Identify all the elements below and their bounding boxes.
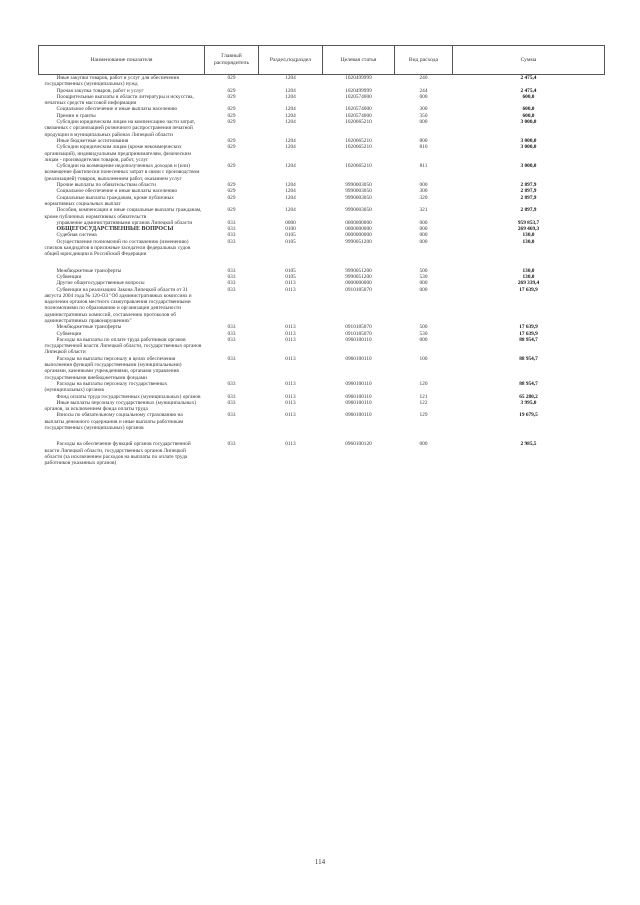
table-body: [39, 75, 605, 467]
cell-admin: 029: [227, 106, 236, 113]
cell-target: 1020499999: [345, 87, 372, 94]
cell-sum: 2 897,9: [520, 194, 537, 201]
cell-kind: 244: [419, 87, 428, 94]
cell-sum: 2 475,4: [520, 87, 537, 94]
page-number: 114: [314, 858, 326, 866]
table-row: [39, 195, 605, 208]
table-row: [39, 75, 605, 88]
spacer-row: [39, 431, 605, 441]
cell-kind: 000: [419, 441, 428, 448]
cell-sum: 2 897,9: [520, 207, 537, 214]
cell-section: 0113: [285, 286, 296, 293]
cell-admin: 029: [227, 207, 236, 214]
table-row: [39, 356, 605, 381]
cell-sum: 17 639,9: [519, 330, 538, 337]
cell-name: Иные закупки товаров, работ и услуг для обеспечения государственных (муниципальных) нужд: [44, 75, 179, 88]
cell-section: 0000: [285, 219, 296, 226]
cell-name: ОБЩЕГОСУДАРСТВЕННЫЕ ВОПРОСЫ: [56, 226, 174, 233]
cell-name: Социальное обеспечение и иные выплаты населению: [56, 188, 178, 195]
cell-admin: 033: [227, 238, 236, 245]
cell-kind: 320: [419, 194, 428, 201]
cell-admin: 029: [227, 137, 236, 144]
cell-name: Социальное обеспечение и иные выплаты населению: [56, 106, 178, 113]
table-row: [39, 144, 605, 163]
table-row: [39, 207, 605, 220]
cell-kind: 350: [419, 112, 428, 119]
cell-target: 1020665210: [345, 144, 372, 151]
cell-section: 1204: [285, 119, 296, 126]
cell-sum: 600,0: [522, 112, 535, 119]
cell-section: 0113: [285, 441, 296, 448]
cell-section: 1204: [285, 112, 296, 119]
cell-target: 9990003050: [345, 182, 372, 189]
cell-sum: 3 000,0: [520, 144, 537, 151]
cell-section: 0105: [285, 267, 296, 274]
cell-section: 1204: [285, 188, 296, 195]
cell-name: Расходы на выплаты по оплате труда работников органов государственной власти Липецкой области, государственных органов Липецкой области: [44, 336, 202, 356]
cell-section: 1204: [285, 144, 296, 151]
cell-section: 1204: [285, 93, 296, 100]
cell-section: 0105: [285, 273, 296, 280]
cell-section: 1204: [285, 207, 296, 214]
cell-target: 0000000000: [345, 280, 372, 287]
cell-admin: 029: [227, 112, 236, 119]
cell-kind: 300: [419, 106, 428, 113]
cell-sum: 88 954,7: [519, 380, 538, 387]
cell-admin: 029: [227, 144, 236, 151]
cell-target: 0960100120: [345, 441, 372, 448]
cell-kind: 129: [419, 412, 428, 419]
cell-sum: 2 897,9: [520, 182, 537, 189]
cell-admin: 033: [227, 324, 236, 331]
cell-target: 1020499999: [345, 75, 372, 81]
cell-name: Судебная система: [56, 232, 97, 239]
cell-admin: 033: [227, 226, 236, 233]
cell-section: 1204: [285, 163, 296, 170]
cell-kind: 100: [419, 355, 428, 362]
cell-kind: 000: [419, 182, 428, 189]
cell-sum: 3 000,0: [520, 137, 537, 144]
table-row: [39, 287, 605, 325]
cell-target: 0910185070: [345, 324, 372, 331]
cell-name: Прочая закупка товаров, работ и услуг: [56, 87, 144, 94]
cell-target: 0960100110: [345, 399, 372, 406]
cell-name: Пособия, компенсации и иные социальные выплаты гражданам, кроме публичных нормативных обязательств: [44, 207, 202, 220]
cell-admin: 029: [227, 182, 236, 189]
cell-name: Расходы на обеспечение функций органов государственной власти Липецкой области, государственных органов Липецкой области (за исключением расходов на выплаты по оплате труда работников указанных органов): [44, 441, 191, 467]
cell-kind: 000: [419, 336, 428, 343]
cell-target: 0960100110: [345, 412, 372, 419]
cell-sum: 3 000,0: [520, 119, 537, 126]
cell-admin: 029: [227, 194, 236, 201]
cell-admin: 033: [227, 330, 236, 337]
cell-admin: 033: [227, 286, 236, 293]
cell-admin: 029: [227, 87, 236, 94]
cell-name: управление административными органов Липецкой области: [56, 219, 193, 226]
cell-admin: 033: [227, 412, 236, 419]
cell-kind: 000: [419, 226, 428, 233]
cell-target: 1020665210: [345, 163, 372, 170]
cell-name: Взносы по обязательному социальному страхованию на выплаты денежного содержания и иные выплаты работникам государственных (муниципальных) органов: [44, 412, 184, 432]
cell-name: Субсидии юридическим лицам (кроме некоммерческих организаций), индивидуальным предпринимателям, физическим лицам - производителям товаров, работ, услуг: [44, 144, 191, 163]
cell-sum: 130,0: [522, 232, 535, 239]
cell-target: 9990051200: [345, 238, 372, 245]
cell-name: Премии и гранты: [56, 112, 96, 119]
cell-target: 0960100110: [345, 355, 372, 362]
cell-admin: 033: [227, 273, 236, 280]
cell-name: Субсидии на возмещение недополученных доходов и (или) возмещение фактически понесенных затрат в связи с производством (реализацией) товаров, выполнением работ, оказанием услуг: [44, 163, 200, 182]
cell-name: Другие общегосударственные вопросы: [56, 280, 145, 287]
cell-sum: 959 853,7: [517, 219, 540, 226]
cell-section: 0113: [285, 380, 296, 387]
cell-kind: 000: [419, 280, 428, 287]
cell-kind: 000: [419, 93, 428, 100]
cell-target: 9990003050: [345, 207, 372, 214]
cell-kind: 122: [419, 399, 428, 406]
cell-admin: 033: [227, 399, 236, 406]
cell-target: 9990051200: [345, 273, 372, 280]
cell-kind: 811: [419, 163, 428, 170]
cell-section: 1204: [285, 75, 296, 81]
cell-kind: 121: [419, 393, 428, 400]
cell-sum: 88 954,7: [519, 336, 538, 343]
cell-sum: 269 339,4: [517, 280, 540, 287]
cell-kind: 000: [419, 219, 428, 226]
cell-kind: 810: [419, 144, 428, 151]
cell-name: Субвенции на реализацию Закона Липецкой области от 31 августа 2004 года № 120-ОЗ "Об административных комиссиях и наделении органов местного самоуправления государственными полномочиями по образованию и организации деятельности административных комиссий, составлению протоколов об административных правонарушениях": [44, 286, 192, 324]
cell-sum: 19 679,5: [519, 412, 538, 419]
cell-name: Иные выплаты персоналу государственных (муниципальных) органов, за исключением фонда оплаты труда: [44, 399, 197, 413]
cell-target: 1020665210: [345, 119, 372, 126]
header-target: Целевая статья: [323, 46, 395, 75]
table-row: [39, 412, 605, 431]
cell-admin: 033: [227, 232, 236, 239]
cell-section: 0113: [285, 336, 296, 343]
cell-name: Прочие выплаты по обязательствам области: [56, 182, 156, 189]
cell-kind: 500: [419, 324, 428, 331]
budget-table: [38, 45, 605, 467]
cell-section: 0105: [285, 238, 296, 245]
cell-section: 1204: [285, 87, 296, 94]
cell-admin: 033: [227, 219, 236, 226]
cell-admin: 029: [227, 75, 236, 81]
cell-target: 0910185070: [345, 286, 372, 293]
cell-kind: 321: [419, 207, 428, 214]
cell-kind: 530: [419, 273, 428, 280]
cell-admin: 029: [227, 188, 236, 195]
cell-section: 0105: [285, 232, 296, 239]
cell-section: 1204: [285, 194, 296, 201]
table-row: [39, 337, 605, 356]
table-row: [39, 163, 605, 182]
cell-admin: 033: [227, 441, 236, 448]
cell-target: 1020574000: [345, 93, 372, 100]
cell-admin: 033: [227, 393, 236, 400]
cell-admin: 033: [227, 336, 236, 343]
cell-section: 0113: [285, 324, 296, 331]
cell-kind: 240: [419, 75, 428, 81]
cell-section: 0113: [285, 330, 296, 337]
cell-name: Субвенции: [56, 273, 82, 280]
cell-sum: 130,0: [522, 267, 535, 274]
cell-kind: 000: [419, 238, 428, 245]
cell-sum: 65 280,2: [519, 393, 538, 400]
table-row: [39, 400, 605, 413]
spacer-row: [39, 258, 605, 268]
cell-section: 0113: [285, 399, 296, 406]
cell-name: Фонд оплаты труда государственных (муниципальных) органов: [56, 393, 201, 400]
cell-kind: 000: [419, 232, 428, 239]
cell-sum: 2 475,4: [520, 75, 537, 81]
header-section: Раздел,подраздел: [259, 46, 323, 75]
cell-sum: 130,0: [522, 273, 535, 280]
cell-section: 1204: [285, 106, 296, 113]
table-row: [39, 381, 605, 394]
cell-name: Субсидии юридическим лицам на компенсацию части затрат, связанных с организацией розничного распространения печатной продукции в муниципальных районах Липецкой области: [44, 119, 196, 138]
cell-target: 1020665210: [345, 137, 372, 144]
cell-target: 1020574000: [345, 106, 372, 113]
cell-name: Расходы на выплаты персоналу в целях обеспечения выполнения функций государственными (муниципальными) органами, казенными учреждениями, органами управления государственными внебюджетными фондами: [44, 355, 182, 381]
cell-admin: 033: [227, 267, 236, 274]
cell-section: 0100: [285, 226, 296, 233]
cell-target: 9990003050: [345, 188, 372, 195]
cell-target: 0910185070: [345, 330, 372, 337]
cell-section: 0113: [285, 393, 296, 400]
cell-sum: 88 954,7: [519, 355, 538, 362]
cell-kind: 500: [419, 267, 428, 274]
table-row: [39, 119, 605, 138]
cell-name: Иные бюджетные ассигнования: [56, 137, 129, 144]
cell-sum: 600,0: [522, 93, 535, 100]
cell-kind: 000: [419, 286, 428, 293]
cell-admin: 029: [227, 93, 236, 100]
cell-admin: 029: [227, 163, 236, 170]
cell-section: 1204: [285, 182, 296, 189]
cell-target: 9990051200: [345, 267, 372, 274]
cell-target: 9990003050: [345, 194, 372, 201]
header-name: Наименование показателя: [39, 46, 205, 75]
cell-sum: 17 639,9: [519, 286, 538, 293]
table-row: [39, 94, 605, 107]
header-kind: Вид расхода: [395, 46, 453, 75]
cell-admin: 033: [227, 380, 236, 387]
cell-admin: 029: [227, 119, 236, 126]
cell-admin: 033: [227, 280, 236, 287]
cell-section: 0113: [285, 355, 296, 362]
cell-sum: 2 897,9: [520, 188, 537, 195]
cell-name: Осуществление полномочий по составлению (изменению) списков кандидатов в присяжные заседатели федеральных судов общей юрисдикции в Российской Федерации: [44, 238, 191, 258]
cell-name: Поощрительные выплаты в области литературы и искусства, печатных средств массовой информации: [44, 93, 194, 107]
cell-section: 0113: [285, 280, 296, 287]
header-sum: Сумма: [453, 46, 605, 75]
cell-sum: 3 995,0: [520, 399, 537, 406]
cell-name: Социальные выплаты гражданам, кроме публичных нормативных социальных выплат: [44, 194, 174, 207]
cell-kind: 530: [419, 330, 428, 337]
cell-section: 0113: [285, 412, 296, 419]
cell-target: 0000000000: [345, 226, 372, 233]
cell-admin: 033: [227, 355, 236, 362]
cell-target: 0000000000: [345, 219, 372, 226]
cell-name: Межбюджетные трансферты: [56, 267, 122, 274]
header-admin: Главный распорядитель: [205, 46, 259, 75]
cell-sum: 269 469,3: [517, 226, 540, 233]
cell-kind: 000: [419, 119, 428, 126]
cell-target: 0960100110: [345, 393, 372, 400]
cell-name: Межбюджетные трансферты: [56, 324, 122, 331]
cell-name: Субвенции: [56, 330, 82, 337]
cell-sum: 2 985,5: [520, 441, 537, 448]
cell-sum: 3 000,0: [520, 163, 537, 170]
cell-target: 1020574000: [345, 112, 372, 119]
header-row: [39, 46, 605, 75]
cell-name: Расходы на выплаты персоналу государственных (муниципальных) органов: [44, 380, 168, 394]
table-row: [39, 239, 605, 258]
cell-kind: 300: [419, 188, 428, 195]
cell-sum: 17 639,9: [519, 324, 538, 331]
cell-target: 0960100110: [345, 336, 372, 343]
cell-sum: 600,0: [522, 106, 535, 113]
cell-target: 0000000000: [345, 232, 372, 239]
cell-kind: 120: [419, 380, 428, 387]
cell-kind: 800: [419, 137, 428, 144]
table-row: [39, 441, 605, 466]
cell-section: 1204: [285, 137, 296, 144]
cell-target: 0960100110: [345, 380, 372, 387]
cell-sum: 130,0: [522, 238, 535, 245]
